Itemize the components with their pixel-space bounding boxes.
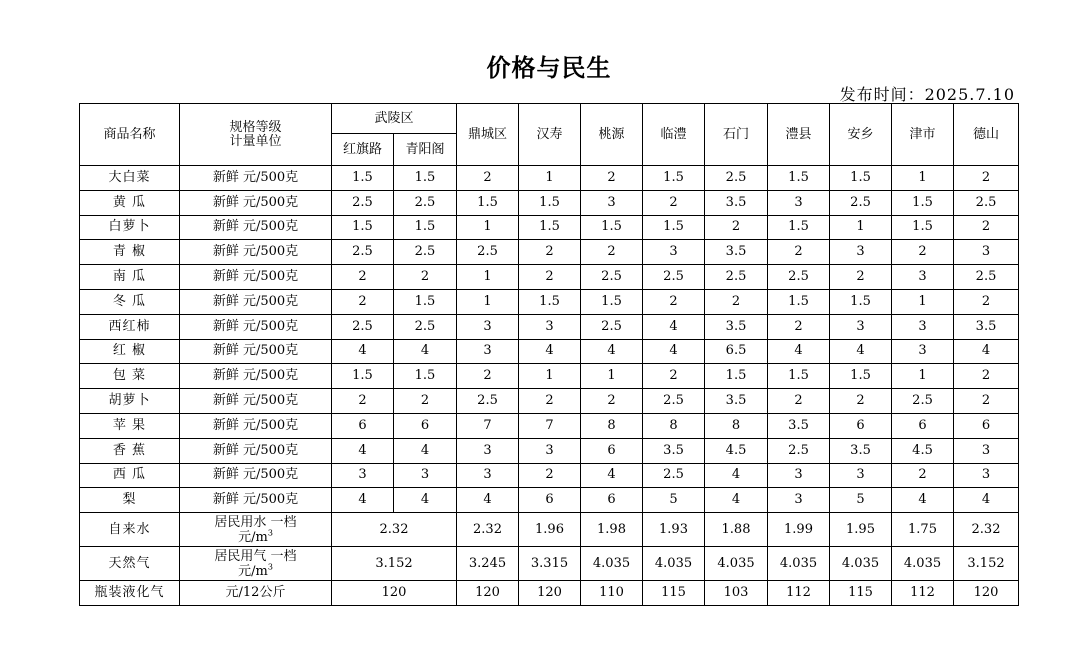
price-cell: 3 [830, 240, 892, 265]
price-cell: 2 [394, 389, 457, 414]
price-cell: 3 [768, 190, 830, 215]
price-cell: 3 [954, 463, 1019, 488]
price-cell: 2.32 [954, 513, 1019, 547]
price-cell: 112 [768, 581, 830, 606]
price-cell: 1.96 [519, 513, 581, 547]
price-cell: 120 [519, 581, 581, 606]
price-cell: 2 [332, 265, 394, 290]
price-cell: 2.5 [394, 314, 457, 339]
price-cell: 4.035 [830, 547, 892, 581]
spec-line: 居民用水 一档 [214, 514, 297, 530]
price-cell: 3 [457, 314, 519, 339]
price-cell: 1 [892, 364, 954, 389]
page-title: 价格与民生 [486, 54, 612, 82]
price-cell: 1.5 [768, 364, 830, 389]
table-row [80, 314, 1019, 339]
table-row [80, 488, 1019, 513]
price-cell: 6 [581, 438, 643, 463]
price-cell: 1.99 [768, 513, 830, 547]
header-district: 武陵区 [332, 104, 457, 134]
price-cell: 3 [768, 488, 830, 513]
price-cell: 2 [892, 463, 954, 488]
price-cell: 3.152 [954, 547, 1019, 581]
price-cell: 1.5 [394, 215, 457, 240]
price-cell: 2.5 [954, 265, 1019, 290]
price-cell: 115 [643, 581, 705, 606]
price-cell: 4 [457, 488, 519, 513]
price-cell: 4 [768, 339, 830, 364]
header-name: 商品名称 [80, 104, 180, 166]
price-cell: 1 [830, 215, 892, 240]
price-cell: 2 [519, 463, 581, 488]
price-cell: 1.5 [581, 289, 643, 314]
price-cell: 110 [581, 581, 643, 606]
price-cell: 1 [457, 289, 519, 314]
spec-unit-text: 元/m [238, 563, 268, 579]
table-row [80, 166, 1019, 191]
price-cell: 1.5 [457, 190, 519, 215]
table-row [80, 389, 1019, 414]
price-cell: 6 [830, 413, 892, 438]
price-cell: 2.5 [332, 240, 394, 265]
price-cell: 4.035 [768, 547, 830, 581]
product-name: 黄 瓜 [80, 190, 180, 215]
price-cell: 2 [643, 190, 705, 215]
price-cell: 3.5 [830, 438, 892, 463]
price-cell-wuling: 120 [332, 581, 457, 606]
price-cell: 2 [581, 240, 643, 265]
table-row [80, 463, 1019, 488]
price-cell: 1 [457, 215, 519, 240]
price-cell: 1.5 [830, 364, 892, 389]
price-cell: 2.5 [332, 190, 394, 215]
price-cell: 3 [954, 240, 1019, 265]
price-cell: 2.5 [581, 314, 643, 339]
price-cell: 1.5 [768, 166, 830, 191]
price-cell: 2.5 [457, 389, 519, 414]
price-cell: 6.5 [705, 339, 768, 364]
price-cell: 2.5 [954, 190, 1019, 215]
price-cell: 7 [519, 413, 581, 438]
price-cell: 3 [519, 438, 581, 463]
price-cell: 2 [581, 389, 643, 414]
price-cell: 2 [954, 215, 1019, 240]
price-cell: 4 [954, 488, 1019, 513]
header-region: 鼎城区 [457, 104, 519, 166]
price-cell: 6 [394, 413, 457, 438]
price-cell: 2 [954, 289, 1019, 314]
price-cell: 1.5 [768, 215, 830, 240]
price-cell: 4 [705, 463, 768, 488]
price-cell: 2.32 [457, 513, 519, 547]
price-cell: 1 [519, 364, 581, 389]
price-cell-wuling: 3.152 [332, 547, 457, 581]
product-spec: 新鲜 元/500克 [180, 389, 332, 414]
header-region: 临澧 [643, 104, 705, 166]
product-spec: 新鲜 元/500克 [180, 215, 332, 240]
price-cell: 2.5 [643, 389, 705, 414]
price-cell: 1.5 [332, 166, 394, 191]
price-cell: 1.5 [332, 364, 394, 389]
product-name: 西 瓜 [80, 463, 180, 488]
price-cell: 4 [394, 488, 457, 513]
price-table [79, 103, 1019, 606]
price-cell: 4 [830, 339, 892, 364]
header-region: 石门 [705, 104, 768, 166]
price-cell: 1 [457, 265, 519, 290]
price-cell: 2.5 [830, 190, 892, 215]
price-cell: 3.5 [705, 240, 768, 265]
price-cell: 8 [581, 413, 643, 438]
price-cell: 2.5 [768, 438, 830, 463]
product-name: 西红柿 [80, 314, 180, 339]
price-cell: 2.5 [457, 240, 519, 265]
table-row [80, 265, 1019, 290]
price-cell: 4 [332, 438, 394, 463]
product-name: 红 椒 [80, 339, 180, 364]
price-cell: 4 [394, 438, 457, 463]
price-cell: 3.315 [519, 547, 581, 581]
price-cell: 3.5 [705, 190, 768, 215]
price-cell: 2 [705, 289, 768, 314]
price-cell: 4 [705, 488, 768, 513]
price-cell: 3.5 [705, 314, 768, 339]
price-cell: 3 [581, 190, 643, 215]
price-cell: 2.5 [332, 314, 394, 339]
price-cell: 4 [892, 488, 954, 513]
product-name: 天然气 [80, 547, 180, 581]
product-spec: 新鲜 元/500克 [180, 488, 332, 513]
product-spec [180, 547, 332, 581]
price-cell: 5 [643, 488, 705, 513]
price-cell: 2 [519, 240, 581, 265]
table-row [80, 339, 1019, 364]
header-spec [180, 104, 332, 166]
price-cell: 1 [519, 166, 581, 191]
product-spec: 新鲜 元/500克 [180, 364, 332, 389]
price-cell: 1.5 [830, 289, 892, 314]
publish-date: 发布时间：2025.7.10 [839, 85, 1015, 104]
price-cell: 1.5 [768, 289, 830, 314]
price-cell: 4 [394, 339, 457, 364]
price-cell: 3.5 [954, 314, 1019, 339]
spec-unit-sup: 3 [267, 528, 273, 538]
price-cell: 1.5 [643, 166, 705, 191]
product-spec: 新鲜 元/500克 [180, 289, 332, 314]
price-cell: 2 [332, 289, 394, 314]
spec-unit [180, 564, 331, 579]
price-cell: 2 [705, 215, 768, 240]
product-spec: 元/12公斤 [180, 581, 332, 606]
product-name: 自来水 [80, 513, 180, 547]
header-sub-hongqilu: 红旗路 [332, 134, 394, 166]
product-spec: 新鲜 元/500克 [180, 166, 332, 191]
price-cell: 2 [768, 240, 830, 265]
price-cell: 2.5 [394, 190, 457, 215]
price-cell: 3 [643, 240, 705, 265]
price-cell: 4 [519, 339, 581, 364]
spec-unit-text: 元/m [238, 529, 268, 545]
price-cell: 4 [643, 314, 705, 339]
price-cell: 1 [892, 166, 954, 191]
price-cell: 2 [954, 364, 1019, 389]
price-cell: 2.5 [705, 265, 768, 290]
price-cell: 112 [892, 581, 954, 606]
price-cell: 2 [581, 166, 643, 191]
price-cell: 120 [457, 581, 519, 606]
price-cell: 7 [457, 413, 519, 438]
price-cell: 4.5 [892, 438, 954, 463]
product-spec: 新鲜 元/500克 [180, 240, 332, 265]
price-cell: 2 [519, 389, 581, 414]
spec-line: 居民用气 一档 [214, 548, 297, 564]
price-cell: 1.5 [394, 166, 457, 191]
price-cell: 4 [581, 463, 643, 488]
price-cell: 115 [830, 581, 892, 606]
product-name: 胡萝卜 [80, 389, 180, 414]
table-row [80, 547, 1019, 581]
price-cell: 1.5 [643, 215, 705, 240]
price-cell: 2 [830, 389, 892, 414]
header-region: 汉寿 [519, 104, 581, 166]
table-row [80, 438, 1019, 463]
price-cell: 2 [519, 265, 581, 290]
price-cell: 103 [705, 581, 768, 606]
product-name: 冬 瓜 [80, 289, 180, 314]
price-cell: 2.5 [581, 265, 643, 290]
price-cell: 4 [643, 339, 705, 364]
product-name: 青 椒 [80, 240, 180, 265]
table-row [80, 413, 1019, 438]
product-name: 瓶装液化气 [80, 581, 180, 606]
price-cell: 4.035 [643, 547, 705, 581]
price-cell: 1.5 [705, 364, 768, 389]
header-region: 桃源 [581, 104, 643, 166]
price-cell: 2 [892, 240, 954, 265]
price-cell: 1.5 [519, 289, 581, 314]
price-cell: 3 [892, 339, 954, 364]
price-cell: 6 [519, 488, 581, 513]
product-name: 香 蕉 [80, 438, 180, 463]
price-cell: 4 [581, 339, 643, 364]
price-cell: 4.035 [892, 547, 954, 581]
price-cell: 3 [394, 463, 457, 488]
price-cell: 4 [954, 339, 1019, 364]
price-cell: 3 [892, 314, 954, 339]
price-cell: 3.5 [705, 389, 768, 414]
price-cell: 4.035 [581, 547, 643, 581]
price-cell: 6 [892, 413, 954, 438]
table-row [80, 289, 1019, 314]
price-cell: 3 [332, 463, 394, 488]
price-cell: 2 [954, 166, 1019, 191]
price-cell: 1.5 [830, 166, 892, 191]
product-spec: 新鲜 元/500克 [180, 265, 332, 290]
price-cell: 3 [457, 463, 519, 488]
product-name: 白萝卜 [80, 215, 180, 240]
price-cell: 2.5 [892, 389, 954, 414]
price-cell: 4 [332, 339, 394, 364]
product-name: 包 菜 [80, 364, 180, 389]
product-name: 苹 果 [80, 413, 180, 438]
product-spec [180, 513, 332, 547]
price-cell: 2.5 [705, 166, 768, 191]
table-row [80, 364, 1019, 389]
price-cell: 5 [830, 488, 892, 513]
price-cell: 2 [394, 265, 457, 290]
price-cell: 6 [581, 488, 643, 513]
price-cell: 1.75 [892, 513, 954, 547]
price-cell: 3 [519, 314, 581, 339]
header-spec-line1: 规格等级 [229, 119, 282, 135]
product-spec: 新鲜 元/500克 [180, 413, 332, 438]
product-name: 大白菜 [80, 166, 180, 191]
price-cell: 3.5 [768, 413, 830, 438]
product-spec: 新鲜 元/500克 [180, 314, 332, 339]
price-cell: 1 [581, 364, 643, 389]
price-cell: 2 [768, 314, 830, 339]
price-cell: 120 [954, 581, 1019, 606]
header-region: 澧县 [768, 104, 830, 166]
product-spec: 新鲜 元/500克 [180, 438, 332, 463]
price-cell: 3 [768, 463, 830, 488]
table-row [80, 215, 1019, 240]
price-cell-wuling: 2.32 [332, 513, 457, 547]
header-region: 德山 [954, 104, 1019, 166]
price-cell: 3 [457, 438, 519, 463]
product-spec: 新鲜 元/500克 [180, 339, 332, 364]
price-cell: 2 [954, 389, 1019, 414]
price-cell: 2 [643, 289, 705, 314]
price-cell: 1.98 [581, 513, 643, 547]
header-region: 安乡 [830, 104, 892, 166]
price-cell: 2.5 [643, 463, 705, 488]
price-cell: 3 [457, 339, 519, 364]
price-cell: 3 [830, 463, 892, 488]
price-cell: 8 [705, 413, 768, 438]
price-cell: 3 [954, 438, 1019, 463]
price-cell: 1.95 [830, 513, 892, 547]
table-row [80, 190, 1019, 215]
price-cell: 1.5 [892, 190, 954, 215]
price-cell: 3 [892, 265, 954, 290]
price-cell: 1.5 [519, 190, 581, 215]
price-cell: 4 [332, 488, 394, 513]
price-cell: 6 [332, 413, 394, 438]
table-row [80, 240, 1019, 265]
price-cell: 1 [892, 289, 954, 314]
price-cell: 2.5 [768, 265, 830, 290]
product-name: 南 瓜 [80, 265, 180, 290]
spec-unit [180, 530, 331, 545]
price-cell: 1.5 [332, 215, 394, 240]
header-region: 津市 [892, 104, 954, 166]
price-cell: 2 [830, 265, 892, 290]
price-cell: 1.93 [643, 513, 705, 547]
spec-unit-sup: 3 [267, 562, 273, 572]
price-cell: 4.5 [705, 438, 768, 463]
price-cell: 2.5 [394, 240, 457, 265]
price-cell: 3.5 [643, 438, 705, 463]
product-spec: 新鲜 元/500克 [180, 463, 332, 488]
price-cell: 1.5 [892, 215, 954, 240]
price-cell: 1.5 [519, 215, 581, 240]
price-cell: 1.5 [581, 215, 643, 240]
header-sub-qingyangge: 青阳阁 [394, 134, 457, 166]
price-cell: 2 [457, 166, 519, 191]
price-cell: 2 [457, 364, 519, 389]
price-cell: 1.88 [705, 513, 768, 547]
price-cell: 8 [643, 413, 705, 438]
product-name: 梨 [80, 488, 180, 513]
price-cell: 1.5 [394, 364, 457, 389]
price-cell: 3 [830, 314, 892, 339]
price-cell: 2 [332, 389, 394, 414]
price-cell: 2.5 [643, 265, 705, 290]
price-cell: 1.5 [394, 289, 457, 314]
header-spec-line2: 计量单位 [229, 133, 282, 149]
product-spec: 新鲜 元/500克 [180, 190, 332, 215]
table-row [80, 581, 1019, 606]
price-cell: 4.035 [705, 547, 768, 581]
price-cell: 3.245 [457, 547, 519, 581]
price-cell: 2 [768, 389, 830, 414]
price-cell: 2 [643, 364, 705, 389]
table-row [80, 513, 1019, 547]
price-cell: 6 [954, 413, 1019, 438]
